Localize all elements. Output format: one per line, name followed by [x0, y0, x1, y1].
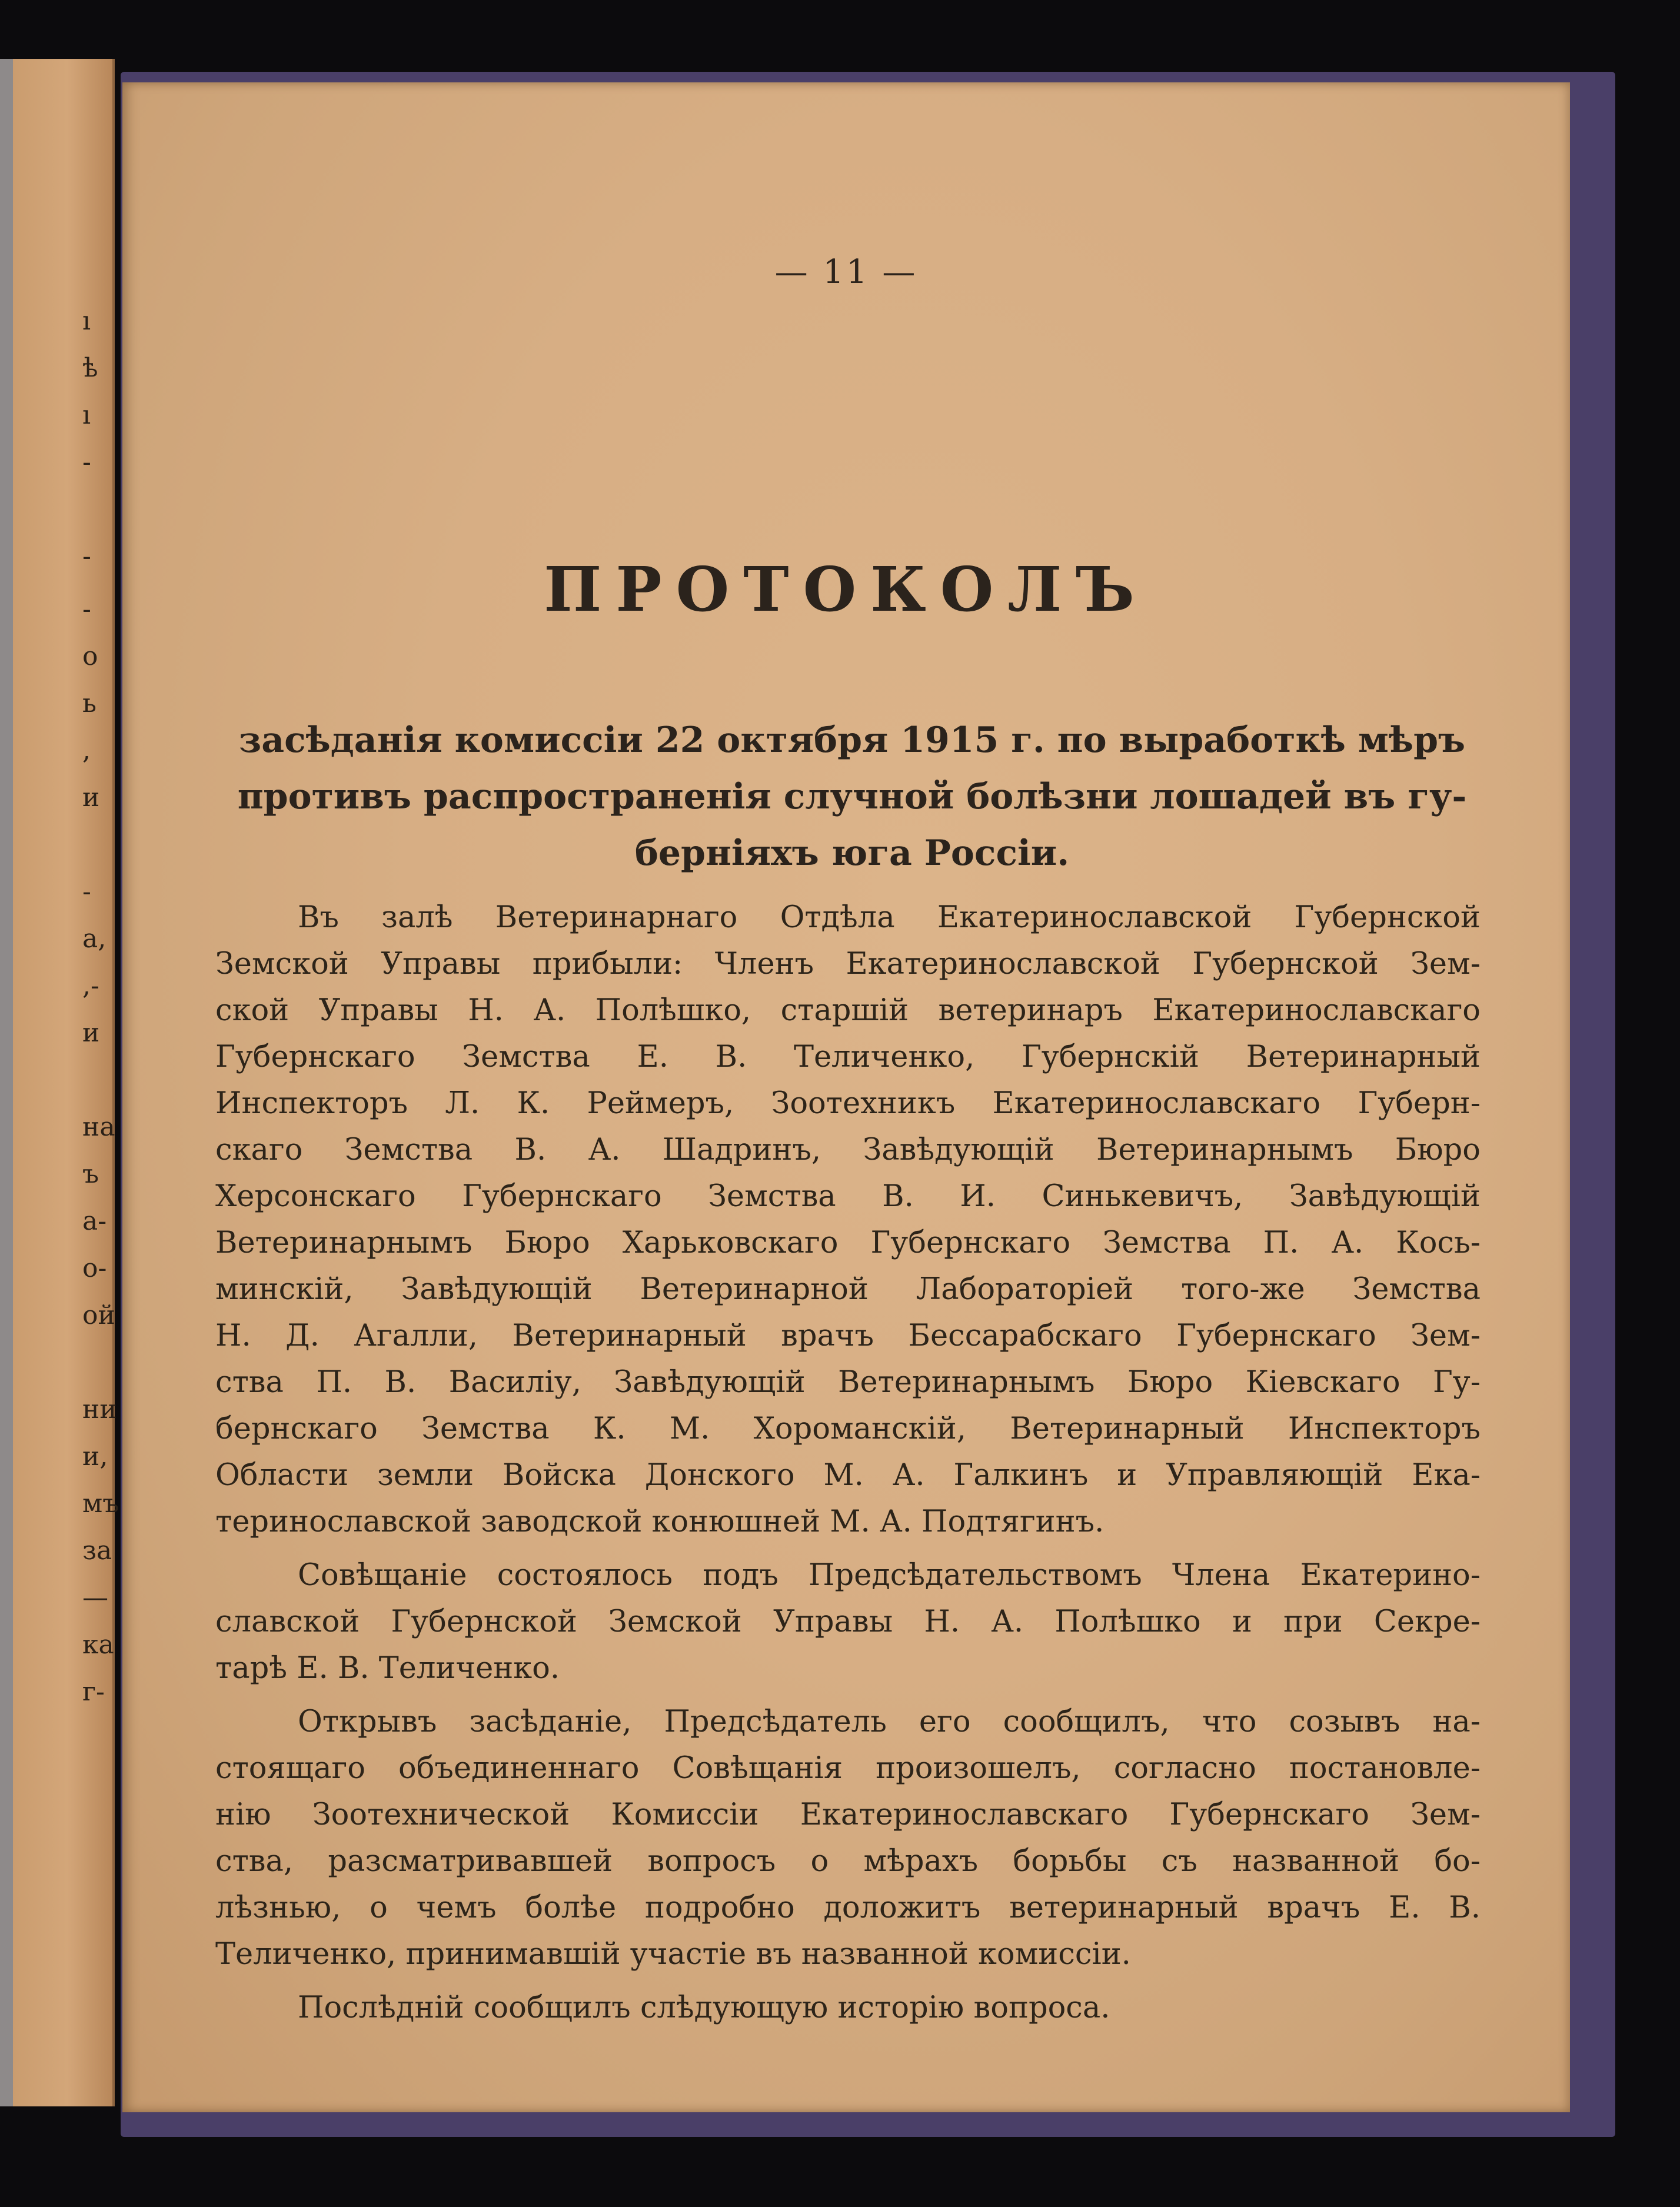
text-line: нію Зоотехнической Комиссіи Екатеринославскаго Губернскаго Зем- — [215, 1797, 1481, 1832]
text-line: Послѣдній сообщилъ слѣдующую исторію вопроса. — [298, 1990, 1110, 2025]
previous-page-fragment: ь — [82, 688, 97, 718]
text-line: Губернскаго Земства Е. В. Теличенко, Губернскій Ветеринарный — [215, 1040, 1481, 1074]
paragraph — [215, 1699, 1481, 1978]
previous-page-fragment: и, — [82, 1442, 108, 1472]
text-line: Ветеринарнымъ Бюро Харьковскаго Губернскаго Земства П. А. Кось- — [215, 1226, 1481, 1260]
previous-page-fragment: г- — [82, 1677, 105, 1707]
subtitle-line: засѣданія комиссіи 22 октября 1915 г. по выработкѣ мѣръ — [238, 720, 1466, 761]
text-line: лѣзнью, о чемъ болѣе подробно доложитъ ветеринарный врачъ Е. В. — [215, 1890, 1481, 1925]
subtitle-line: берніяхъ юга Россіи. — [634, 833, 1070, 874]
page-number: — 11 — — [774, 253, 918, 291]
paragraph — [215, 894, 1481, 1545]
document-page — [122, 82, 1570, 2112]
previous-page-fragment: — — [82, 1583, 108, 1613]
text-line: Въ залѣ Ветеринарнаго Отдѣла Екатеринославской Губернской — [298, 900, 1481, 935]
previous-page-fragment: о — [82, 641, 98, 671]
previous-page-fragment: а, — [82, 924, 107, 954]
text-line: Открывъ засѣданіе, Предсѣдатель его сообщилъ, что созывъ на- — [298, 1705, 1481, 1739]
text-line: скаго Земства В. А. Шадринъ, Завѣдующій Ветеринарнымъ Бюро — [215, 1133, 1481, 1167]
previous-page-fragment: - — [82, 877, 91, 907]
previous-page-fragment: ъ — [82, 1159, 99, 1189]
binding-tape — [0, 59, 13, 2106]
previous-page-fragment: и — [82, 1018, 100, 1048]
text-line: Инспекторъ Л. К. Реймеръ, Зоотехникъ Екатеринославскаго Губерн- — [215, 1086, 1481, 1121]
previous-page-fragment: - — [82, 594, 91, 624]
previous-page-fragment: ,- — [82, 971, 99, 1001]
previous-page-fragment: а- — [82, 1206, 107, 1236]
text-line: минскій, Завѣдующій Ветеринарной Лабораторіей того-же Земства — [215, 1272, 1481, 1307]
previous-page-fragment: за — [82, 1536, 112, 1566]
text-line: стоящаго объединеннаго Совѣщанія произошелъ, согласно постановле- — [215, 1751, 1481, 1786]
text-line: бернскаго Земства К. М. Хороманскій, Ветеринарный Инспекторъ — [215, 1412, 1481, 1446]
previous-page-fragment: - — [82, 541, 91, 571]
document-title: ПРОТОКОЛЪ — [544, 553, 1149, 625]
text-line: тарѣ Е. В. Теличенко. — [215, 1651, 560, 1686]
text-line: Теличенко, принимавшій участіе въ названной комиссіи. — [215, 1937, 1131, 1972]
previous-page-fragment: мъ — [82, 1489, 119, 1519]
text-line: Области земли Войска Донского М. А. Галкинъ и Управляющій Ека- — [215, 1458, 1481, 1493]
subtitle-line: противъ распространенія случной болѣзни лошадей въ гу- — [237, 776, 1467, 817]
paragraph — [215, 1552, 1481, 1692]
text-line: ства П. В. Василіу, Завѣдующій Ветеринарнымъ Бюро Кіевскаго Гу- — [215, 1365, 1481, 1400]
previous-page-fragment: ı — [82, 400, 91, 430]
previous-page-fragment: , — [82, 735, 91, 765]
text-line: Земской Управы прибыли: Членъ Екатеринославской Губернской Зем- — [215, 947, 1481, 981]
previous-page-fragment: о- — [82, 1253, 107, 1283]
text-line: Херсонскаго Губернскаго Земства В. И. Синькевичъ, Завѣдующій — [215, 1179, 1481, 1214]
text-line: ской Управы Н. А. Полѣшко, старшій ветеринаръ Екатеринославскаго — [215, 993, 1481, 1028]
previous-page-fragment: ѣ — [82, 353, 98, 383]
previous-page-fragment: и — [82, 783, 100, 813]
previous-page-edge — [0, 59, 119, 2106]
previous-page-fragment: ı — [82, 306, 91, 336]
text-line: Совѣщаніе состоялось подъ Предсѣдательствомъ Члена Екатерино- — [298, 1558, 1481, 1593]
text-line: Н. Д. Агалли, Ветеринарный врачъ Бессарабскаго Губернскаго Зем- — [215, 1319, 1481, 1353]
text-line: ства, разсматривавшей вопросъ о мѣрахъ борьбы съ названной бо- — [215, 1844, 1481, 1879]
text-line: теринославской заводской конюшней М. А. Подтягинъ. — [215, 1504, 1105, 1539]
text-line: славской Губернской Земской Управы Н. А. Полѣшко и при Секре- — [215, 1605, 1481, 1639]
previous-page-fragment: ой — [82, 1300, 115, 1330]
previous-page-fragment: ка — [82, 1630, 114, 1660]
document-body — [215, 894, 1481, 2038]
document-subtitle — [211, 712, 1493, 881]
paragraph — [215, 1985, 1481, 2031]
previous-page-fragment: - — [82, 447, 91, 477]
previous-page-fragment: на — [82, 1112, 115, 1142]
previous-page-fragment: ни — [82, 1394, 117, 1424]
